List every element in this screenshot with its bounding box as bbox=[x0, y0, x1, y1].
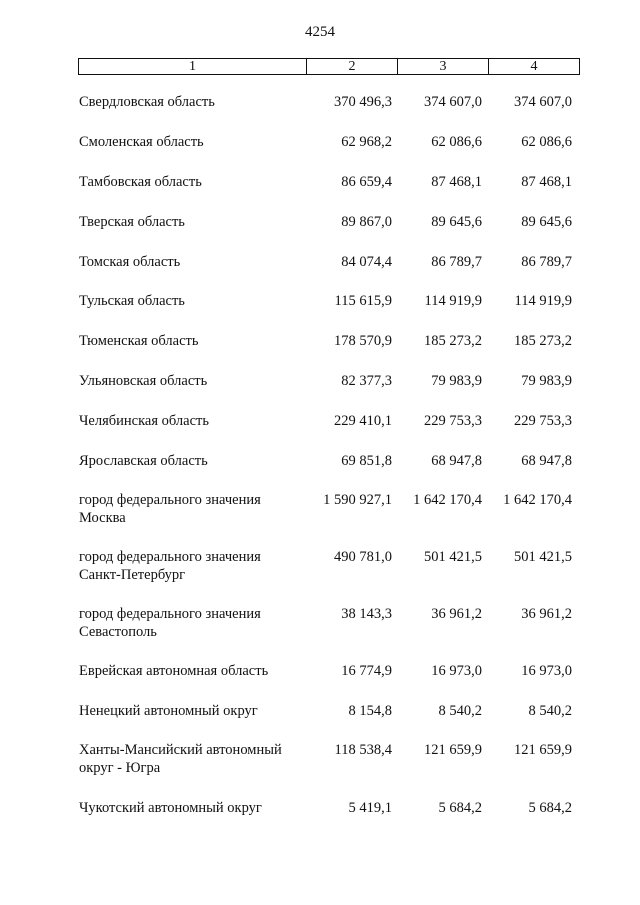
value-col-2: 16 774,9 bbox=[341, 663, 392, 679]
value-col-3: 5 684,2 bbox=[438, 800, 482, 816]
value-col-4: 5 684,2 bbox=[528, 800, 572, 816]
value-col-3: 1 642 170,4 bbox=[413, 492, 482, 508]
region-name: Ярославская область bbox=[79, 453, 208, 469]
value-col-2: 89 867,0 bbox=[341, 214, 392, 230]
value-col-3: 89 645,6 bbox=[431, 214, 482, 230]
region-name: Смоленская область bbox=[79, 134, 204, 150]
value-col-3: 374 607,0 bbox=[424, 94, 482, 110]
value-col-2: 5 419,1 bbox=[348, 800, 392, 816]
value-col-2: 38 143,3 bbox=[341, 606, 392, 622]
region-name: Еврейская автономная область bbox=[79, 663, 269, 679]
region-name: город федерального значения Москва bbox=[79, 492, 261, 526]
value-col-4: 229 753,3 bbox=[514, 413, 572, 429]
value-col-3: 87 468,1 bbox=[431, 174, 482, 190]
value-col-4: 114 919,9 bbox=[514, 293, 572, 309]
value-col-3: 86 789,7 bbox=[431, 254, 482, 270]
value-col-4: 8 540,2 bbox=[528, 703, 572, 719]
value-col-3: 229 753,3 bbox=[424, 413, 482, 429]
value-col-4: 62 086,6 bbox=[521, 134, 572, 150]
value-col-2: 115 615,9 bbox=[334, 293, 392, 309]
region-name: Ханты-Мансийский автономный округ - Югра bbox=[79, 742, 282, 776]
value-col-4: 89 645,6 bbox=[521, 214, 572, 230]
value-col-3: 79 983,9 bbox=[431, 373, 482, 389]
region-name: Тюменская область bbox=[79, 333, 199, 349]
region-name: Томская область bbox=[79, 254, 181, 270]
column-header-4: 4 bbox=[489, 59, 580, 75]
value-col-2: 229 410,1 bbox=[334, 413, 392, 429]
value-col-2: 82 377,3 bbox=[341, 373, 392, 389]
value-col-2: 118 538,4 bbox=[334, 742, 392, 758]
value-col-3: 185 273,2 bbox=[424, 333, 482, 349]
region-name: Тверская область bbox=[79, 214, 185, 230]
value-col-3: 501 421,5 bbox=[424, 549, 482, 565]
value-col-4: 121 659,9 bbox=[514, 742, 572, 758]
value-col-2: 86 659,4 bbox=[341, 174, 392, 190]
value-col-4: 36 961,2 bbox=[521, 606, 572, 622]
value-col-4: 374 607,0 bbox=[514, 94, 572, 110]
value-col-4: 79 983,9 bbox=[521, 373, 572, 389]
region-name: город федерального значения Севастополь bbox=[79, 606, 261, 640]
value-col-3: 36 961,2 bbox=[431, 606, 482, 622]
region-name: Тамбовская область bbox=[79, 174, 202, 190]
value-col-2: 62 968,2 bbox=[341, 134, 392, 150]
value-col-2: 84 074,4 bbox=[341, 254, 392, 270]
value-col-3: 121 659,9 bbox=[424, 742, 482, 758]
value-col-3: 16 973,0 bbox=[431, 663, 482, 679]
column-header-2: 2 bbox=[307, 59, 398, 75]
value-col-2: 8 154,8 bbox=[348, 703, 392, 719]
region-name: Тульская область bbox=[79, 293, 185, 309]
region-name: город федерального значения Санкт-Петербург bbox=[79, 549, 261, 583]
value-col-4: 501 421,5 bbox=[514, 549, 572, 565]
value-col-4: 68 947,8 bbox=[521, 453, 572, 469]
value-col-4: 16 973,0 bbox=[521, 663, 572, 679]
region-name: Челябинская область bbox=[79, 413, 209, 429]
value-col-4: 1 642 170,4 bbox=[503, 492, 572, 508]
region-name: Чукотский автономный округ bbox=[79, 800, 262, 816]
region-name: Свердловская область bbox=[79, 94, 215, 110]
value-col-3: 68 947,8 bbox=[431, 453, 482, 469]
value-col-2: 370 496,3 bbox=[334, 94, 392, 110]
value-col-2: 490 781,0 bbox=[334, 549, 392, 565]
column-header-3: 3 bbox=[398, 59, 489, 75]
region-name: Ненецкий автономный округ bbox=[79, 703, 258, 719]
value-col-2: 178 570,9 bbox=[334, 333, 392, 349]
value-col-2: 1 590 927,1 bbox=[323, 492, 392, 508]
value-col-4: 185 273,2 bbox=[514, 333, 572, 349]
value-col-3: 62 086,6 bbox=[431, 134, 482, 150]
page-number: 4254 bbox=[305, 24, 335, 40]
column-header-1: 1 bbox=[79, 59, 307, 75]
value-col-2: 69 851,8 bbox=[341, 453, 392, 469]
value-col-4: 86 789,7 bbox=[521, 254, 572, 270]
region-name: Ульяновская область bbox=[79, 373, 208, 389]
value-col-3: 114 919,9 bbox=[424, 293, 482, 309]
value-col-3: 8 540,2 bbox=[438, 703, 482, 719]
value-col-4: 87 468,1 bbox=[521, 174, 572, 190]
